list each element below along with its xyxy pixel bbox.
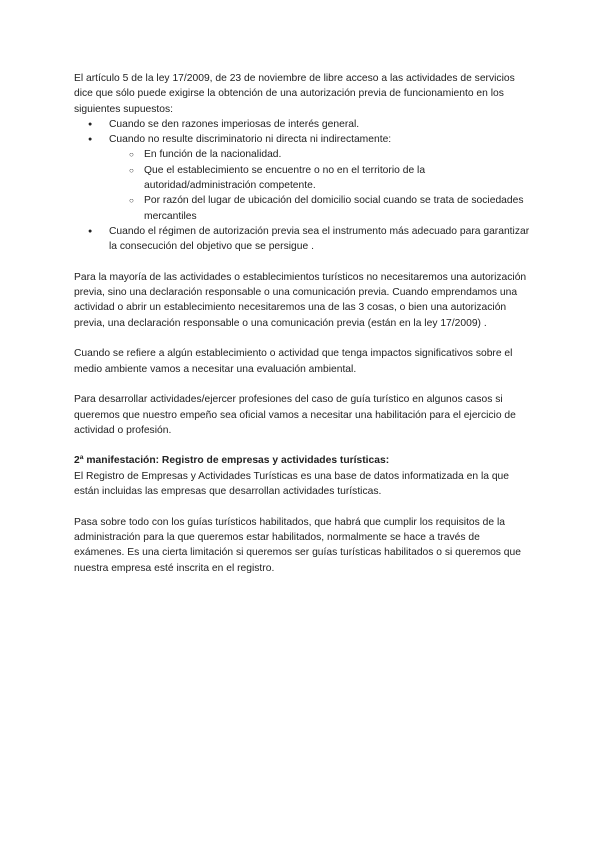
paragraph-qualification: Para desarrollar actividades/ejercer profesiones del caso de guía turístico en algunos casos si queremos que nuestro empeño sea oficial vamos a necesitar una habilitación para el ejercicio de actividad o profesión. [74, 394, 516, 436]
sub-list-item: ○ Por razón del lugar de ubicación del domicilio social cuando se trata de sociedades mercantiles [109, 193, 532, 224]
document-body [74, 71, 532, 576]
list-item [74, 132, 532, 224]
sub-list [109, 147, 532, 223]
sub-list-item: ○ En función de la nacionalidad. [109, 147, 532, 162]
list-item [74, 224, 532, 255]
list-item-text: Cuando se den razones imperiosas de interés general. [109, 118, 360, 130]
paragraph-registry: El Registro de Empresas y Actividades Turísticas es una base de datos informatizada en la que están incluidas las empresas que desarrollan actividades turísticas. [74, 470, 509, 498]
list-item-text: Cuando el régimen de autorización previa sea el instrumento más adecuado para garantizar la consecución del objetivo que se persigue . [109, 225, 530, 253]
list-item [74, 117, 532, 132]
paragraph-environment: Cuando se refiere a algún establecimiento o actividad que tenga impactos significativos sobre el medio ambiente vamos a necesitar una evaluación ambiental. [74, 348, 513, 375]
list-item-text: Cuando no resulte discriminatorio ni directa ni indirectamente: [109, 134, 392, 146]
sub-list-item: ○ Que el establecimiento se encuentre o no en el territorio de la autoridad/administración competente. [109, 163, 532, 194]
paragraph-authorization: Para la mayoría de las actividades o establecimientos turísticos no necesitaremos una autorización previa, sino una declaración responsable o una comunicación previa. Cuando emprendamos una actividad o abrir un establecimiento necesitaremos una de las 3 cosas, o bien una autorización previa, una declaración responsable o una comunicación previa (están en la ley 17/2009) . [74, 271, 527, 329]
section-heading: 2ª manifestación: Registro de empresas y actividades turísticas: [74, 455, 390, 467]
paragraph-guides: Pasa sobre todo con los guías turísticos habilitados, que habrá que cumplir los requisitos de la administración para la que queremos estar habilitados, normalmente se hace a través de exámenes. Es una cierta limitación si queremos ser guías turísticas habilitados o si queremos que nuestra empresa esté inscrita en el registro. [74, 516, 521, 574]
requirements-list [74, 117, 532, 255]
intro-paragraph: El artículo 5 de la ley 17/2009, de 23 de noviembre de libre acceso a las actividades de servicios dice que sólo puede exigirse la obtención de una autorización previa de funcionamiento en los siguientes supuestos: [74, 73, 515, 115]
